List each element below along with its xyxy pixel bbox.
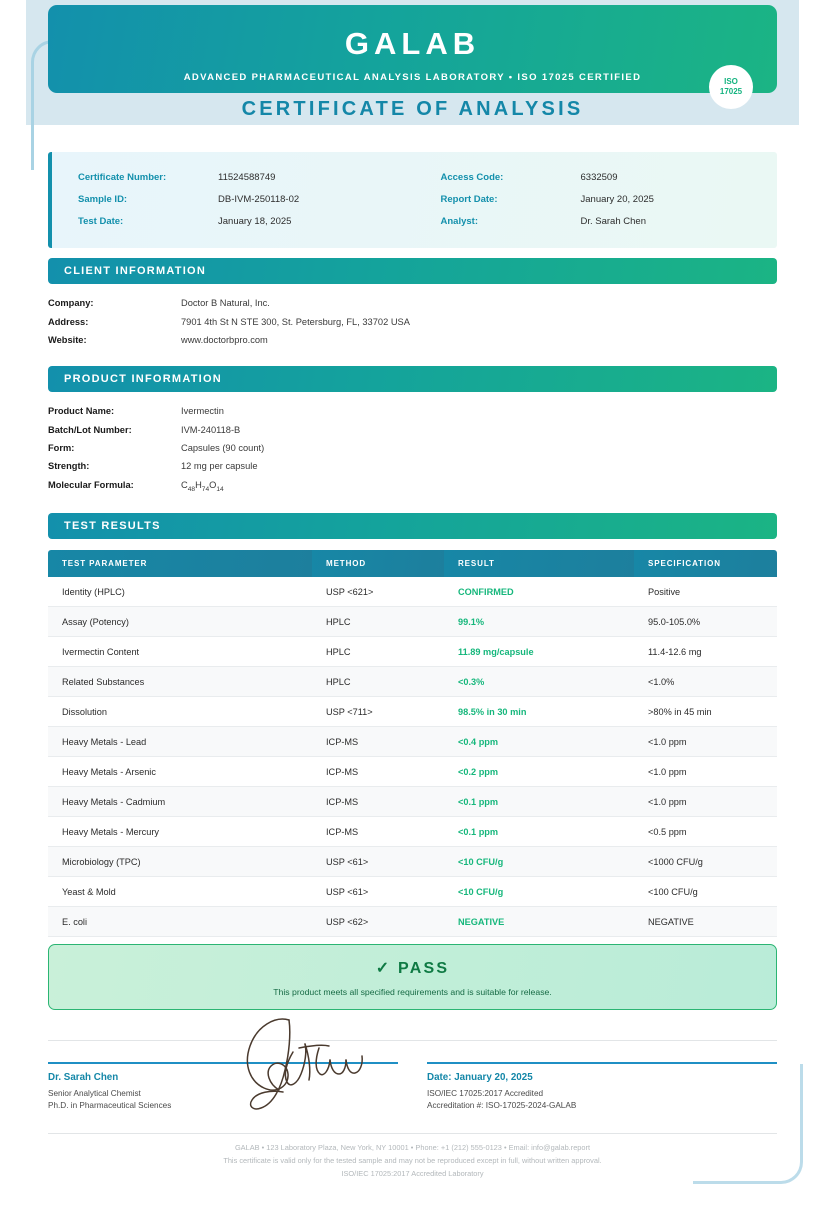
cell-result: CONFIRMED bbox=[444, 577, 634, 607]
info-row bbox=[48, 331, 777, 349]
cell-result: <0.3% bbox=[444, 667, 634, 697]
meta-value: DB-IVM-250118-02 bbox=[218, 193, 300, 205]
cell-specification: NEGATIVE bbox=[634, 907, 777, 937]
footer-accreditation: ISO/IEC 17025:2017 Accredited Laboratory bbox=[341, 1168, 484, 1178]
cell-method: USP <621> bbox=[312, 577, 444, 607]
page-footer bbox=[0, 1142, 825, 1181]
info-row bbox=[48, 420, 777, 438]
info-row bbox=[48, 439, 777, 457]
column-header-result: RESULT bbox=[444, 550, 634, 577]
cell-method: USP <62> bbox=[312, 907, 444, 937]
cell-specification: <1.0 ppm bbox=[634, 757, 777, 787]
analyst-name: Dr. Sarah Chen bbox=[48, 1071, 119, 1083]
divider bbox=[48, 1133, 777, 1134]
column-header-method: METHOD bbox=[312, 550, 444, 577]
cell-parameter: Heavy Metals - Arsenic bbox=[48, 757, 312, 787]
cell-parameter: E. coli bbox=[48, 907, 312, 937]
molecular-formula-value: $C_{48}H_{74}O_{14}$ bbox=[181, 479, 224, 493]
info-row bbox=[48, 402, 777, 420]
signature-block-analyst bbox=[48, 1062, 398, 1113]
divider bbox=[48, 1040, 777, 1041]
info-label: Form: bbox=[48, 442, 75, 453]
column-header-test-parameter: TEST PARAMETER bbox=[48, 550, 312, 577]
cell-specification: 11.4-12.6 mg bbox=[634, 637, 777, 667]
cell-result: <0.1 ppm bbox=[444, 817, 634, 847]
cell-specification: <1000 CFU/g bbox=[634, 847, 777, 877]
cell-method: USP <711> bbox=[312, 697, 444, 727]
cell-specification: 95.0-105.0% bbox=[634, 607, 777, 637]
meta-label: Access Code: bbox=[440, 171, 504, 183]
meta-row bbox=[52, 166, 415, 188]
analyst-degree: Ph.D. in Pharmaceutical Sciences bbox=[48, 1101, 172, 1111]
table-row bbox=[48, 577, 777, 607]
meta-value: 11524588749 bbox=[218, 171, 276, 183]
cell-specification: >80% in 45 min bbox=[634, 697, 777, 727]
cell-result: <10 CFU/g bbox=[444, 877, 634, 907]
meta-value: Dr. Sarah Chen bbox=[580, 215, 646, 227]
verdict-description: This product meets all specified requirements and is suitable for release. bbox=[273, 987, 552, 997]
info-label: Address: bbox=[48, 316, 89, 327]
verdict-banner bbox=[48, 944, 777, 1010]
cell-parameter: Related Substances bbox=[48, 667, 312, 697]
meta-label: Certificate Number: bbox=[78, 171, 167, 183]
info-row bbox=[48, 312, 777, 330]
table-row bbox=[48, 637, 777, 667]
table-header-row bbox=[48, 550, 777, 577]
lab-tagline: ADVANCED PHARMACEUTICAL ANALYSIS LABORATORY • ISO 17025 CERTIFIED bbox=[183, 72, 642, 83]
verdict-status: ✓ PASS bbox=[375, 960, 450, 977]
info-value: 12 mg per capsule bbox=[181, 461, 258, 472]
table-row bbox=[48, 907, 777, 937]
table-row bbox=[48, 817, 777, 847]
footer-disclaimer: This certificate is valid only for the tested sample and may not be reproduced except in full, without written approval. bbox=[223, 1155, 602, 1165]
info-label: Product Name: bbox=[48, 406, 115, 417]
cell-parameter: Assay (Potency) bbox=[48, 607, 312, 637]
info-value: 7901 4th St N STE 300, St. Petersburg, FL, 33702 USA bbox=[181, 316, 410, 327]
meta-label: Sample ID: bbox=[78, 193, 128, 205]
cell-parameter: Yeast & Mold bbox=[48, 877, 312, 907]
iso-badge-line2: 17025 bbox=[719, 87, 743, 96]
cell-method: ICP-MS bbox=[312, 787, 444, 817]
cell-parameter: Ivermectin Content bbox=[48, 637, 312, 667]
test-results-table bbox=[48, 550, 777, 967]
cell-method: ICP-MS bbox=[312, 817, 444, 847]
cell-result: <0.1 ppm bbox=[444, 787, 634, 817]
cell-parameter: Heavy Metals - Cadmium bbox=[48, 787, 312, 817]
cell-parameter: Heavy Metals - Mercury bbox=[48, 817, 312, 847]
info-value: Doctor B Natural, Inc. bbox=[181, 298, 270, 309]
table-row bbox=[48, 727, 777, 757]
meta-value: January 20, 2025 bbox=[580, 193, 654, 205]
section-header-client-information: CLIENT INFORMATION bbox=[48, 258, 777, 284]
info-label: Strength: bbox=[48, 461, 90, 472]
table-header bbox=[48, 550, 777, 577]
section-header-test-results: TEST RESULTS bbox=[48, 513, 777, 539]
meta-row bbox=[415, 210, 778, 232]
meta-column-right bbox=[415, 166, 778, 232]
cell-result: 11.89 mg/capsule bbox=[444, 637, 634, 667]
cell-result: <0.2 ppm bbox=[444, 757, 634, 787]
meta-label: Report Date: bbox=[440, 193, 498, 205]
report-date-line: Date: January 20, 2025 bbox=[427, 1071, 533, 1083]
cell-result: <0.4 ppm bbox=[444, 727, 634, 757]
cell-method: HPLC bbox=[312, 667, 444, 697]
cell-specification: <100 CFU/g bbox=[634, 877, 777, 907]
cell-specification: <1.0 ppm bbox=[634, 787, 777, 817]
info-label: Company: bbox=[48, 298, 94, 309]
cell-method: USP <61> bbox=[312, 877, 444, 907]
analyst-title: Senior Analytical Chemist bbox=[48, 1088, 141, 1098]
meta-label: Test Date: bbox=[78, 215, 124, 227]
cell-result: NEGATIVE bbox=[444, 907, 634, 937]
cell-result: 98.5% in 30 min bbox=[444, 697, 634, 727]
cell-result: 99.1% bbox=[444, 607, 634, 637]
meta-label: Analyst: bbox=[440, 215, 478, 227]
info-row bbox=[48, 294, 777, 312]
table-row bbox=[48, 877, 777, 907]
signature-section bbox=[48, 1062, 777, 1113]
cell-method: ICP-MS bbox=[312, 757, 444, 787]
table-row bbox=[48, 847, 777, 877]
iso-badge-line1: ISO bbox=[724, 77, 738, 86]
lab-brand-name: GALAB bbox=[344, 26, 481, 61]
accreditation-number: Accreditation #: ISO-17025-2024-GALAB bbox=[427, 1101, 577, 1111]
cell-method: HPLC bbox=[312, 607, 444, 637]
client-information-block bbox=[48, 294, 777, 349]
signature-line bbox=[427, 1062, 777, 1064]
cell-parameter: Identity (HPLC) bbox=[48, 577, 312, 607]
table-row bbox=[48, 787, 777, 817]
section-header-product-information: PRODUCT INFORMATION bbox=[48, 366, 777, 392]
cell-specification: <1.0 ppm bbox=[634, 727, 777, 757]
molecular-formula-row bbox=[48, 476, 777, 497]
cell-specification: <1.0% bbox=[634, 667, 777, 697]
product-information-block bbox=[48, 402, 777, 497]
meta-value: January 18, 2025 bbox=[218, 215, 292, 227]
info-value: Capsules (90 count) bbox=[181, 442, 265, 453]
info-row bbox=[48, 457, 777, 475]
cell-specification: <0.5 ppm bbox=[634, 817, 777, 847]
signature-line bbox=[48, 1062, 398, 1064]
signature-block-date bbox=[427, 1062, 777, 1113]
lab-header bbox=[48, 5, 777, 96]
meta-value: 6332509 bbox=[580, 171, 618, 183]
cell-method: HPLC bbox=[312, 637, 444, 667]
website-value[interactable]: www.doctorbpro.com bbox=[181, 334, 268, 345]
table-row bbox=[48, 697, 777, 727]
footer-contact: GALAB • 123 Laboratory Plaza, New York, NY 10001 • Phone: +1 (212) 555-0123 • Email: info@galab.report bbox=[234, 1143, 591, 1152]
meta-row bbox=[52, 210, 415, 232]
meta-row bbox=[415, 166, 778, 188]
certificate-meta-panel bbox=[48, 152, 777, 248]
cell-parameter: Heavy Metals - Lead bbox=[48, 727, 312, 757]
cell-parameter: Dissolution bbox=[48, 697, 312, 727]
info-value: Ivermectin bbox=[181, 406, 224, 417]
info-value: IVM-240118-B bbox=[181, 424, 241, 435]
table-row bbox=[48, 667, 777, 697]
page-title: CERTIFICATE OF ANALYSIS bbox=[241, 98, 584, 120]
cell-method: ICP-MS bbox=[312, 727, 444, 757]
info-label: Website: bbox=[48, 334, 87, 345]
accreditation-standard: ISO/IEC 17025:2017 Accredited bbox=[427, 1088, 544, 1098]
cell-specification: Positive bbox=[634, 577, 777, 607]
meta-row bbox=[415, 188, 778, 210]
meta-column-left bbox=[52, 166, 415, 232]
column-header-specification: SPECIFICATION bbox=[634, 550, 777, 577]
meta-row bbox=[52, 188, 415, 210]
table-body bbox=[48, 577, 777, 967]
cell-method: USP <61> bbox=[312, 847, 444, 877]
table-row bbox=[48, 757, 777, 787]
cell-parameter: Microbiology (TPC) bbox=[48, 847, 312, 877]
cell-result: <10 CFU/g bbox=[444, 847, 634, 877]
table-row bbox=[48, 607, 777, 637]
info-label: Molecular Formula: bbox=[48, 479, 134, 490]
info-label: Batch/Lot Number: bbox=[48, 424, 132, 435]
